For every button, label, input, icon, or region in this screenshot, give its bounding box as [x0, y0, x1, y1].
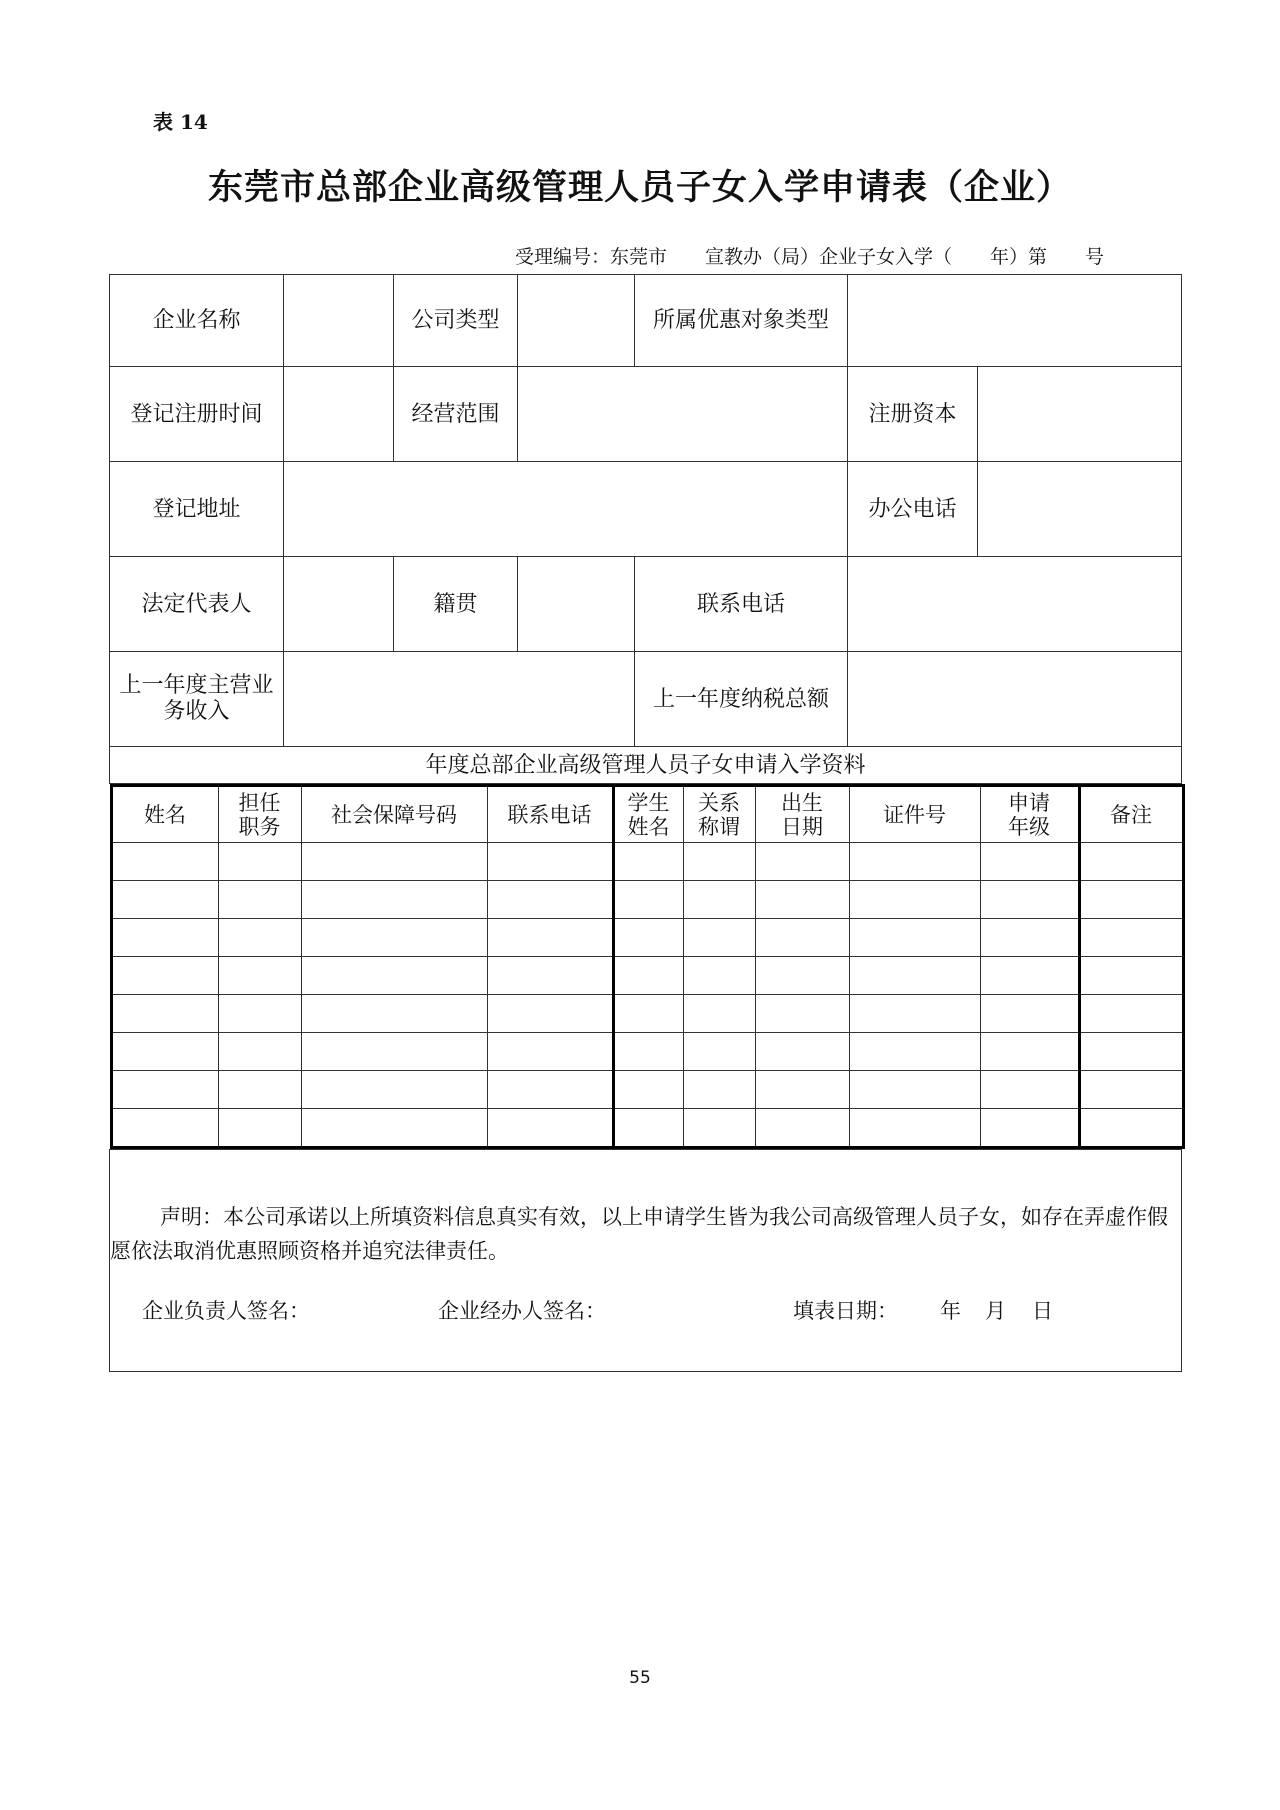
form-row-company: [110, 275, 1182, 367]
children-table-row-blank: [111, 995, 1183, 1033]
children-table-cell[interactable]: [613, 919, 683, 957]
children-table-cell[interactable]: [218, 1071, 301, 1109]
col-phone: 联系电话: [487, 786, 613, 843]
children-table-cell[interactable]: [301, 843, 487, 881]
children-table-cell[interactable]: [683, 995, 755, 1033]
input-prev-revenue[interactable]: [284, 652, 635, 747]
label-registered-capital: 注册资本: [848, 367, 978, 462]
col-relation-line2: 称谓: [698, 814, 740, 839]
date-year: 年: [940, 1299, 961, 1323]
handler-signature-label: 企业经办人签名：: [438, 1299, 606, 1323]
date-day: 日: [1032, 1299, 1053, 1323]
children-table-cell[interactable]: [980, 1033, 1079, 1071]
children-table-cell[interactable]: [487, 843, 613, 881]
children-table-cell[interactable]: [849, 1033, 980, 1071]
label-registration-time: 登记注册时间: [110, 367, 284, 462]
children-table-cell[interactable]: [111, 957, 218, 995]
input-company-name[interactable]: [284, 275, 394, 367]
col-relation-line1: 关系: [698, 790, 740, 815]
children-table-cell[interactable]: [849, 957, 980, 995]
children-table-cell[interactable]: [613, 881, 683, 919]
col-birth: [755, 786, 849, 843]
children-table-cell[interactable]: [980, 919, 1079, 957]
children-table-cell[interactable]: [849, 995, 980, 1033]
children-table-row-blank: [111, 1109, 1183, 1148]
children-table-cell[interactable]: [111, 995, 218, 1033]
form-row-address: [110, 462, 1182, 557]
fill-date-label: 填表日期：: [793, 1299, 898, 1323]
children-table-cell[interactable]: [683, 919, 755, 957]
children-table-cell[interactable]: [980, 843, 1079, 881]
label-registered-address: 登记地址: [110, 462, 284, 557]
children-table-cell[interactable]: [755, 1109, 849, 1148]
principal-signature-label: 企业负责人签名：: [142, 1299, 310, 1323]
children-table-cell[interactable]: [683, 1033, 755, 1071]
declaration-cell: [110, 1150, 1182, 1372]
children-table-cell[interactable]: [218, 1109, 301, 1148]
children-table-cell[interactable]: [301, 881, 487, 919]
input-office-phone[interactable]: [978, 462, 1182, 557]
children-table-cell[interactable]: [980, 995, 1079, 1033]
application-form: [109, 274, 1182, 1372]
label-native-place: 籍贯: [394, 557, 518, 652]
col-grade: [980, 786, 1079, 843]
children-table-row: [110, 784, 1182, 1150]
children-table-cell[interactable]: [613, 995, 683, 1033]
col-student-name: [613, 786, 683, 843]
children-table-cell[interactable]: [683, 843, 755, 881]
children-table-cell[interactable]: [487, 1033, 613, 1071]
children-table-cell[interactable]: [1079, 995, 1183, 1033]
input-contact-phone[interactable]: [848, 557, 1182, 652]
col-student-name-line1: 学生: [627, 790, 670, 815]
children-table-cell[interactable]: [849, 919, 980, 957]
children-table-cell[interactable]: [683, 1071, 755, 1109]
label-prev-revenue-line1: 上一年度主营业: [119, 673, 274, 698]
input-company-type[interactable]: [518, 275, 635, 367]
section-title-row: [110, 747, 1182, 784]
children-table-cell[interactable]: [218, 1033, 301, 1071]
children-table-header: [111, 786, 1183, 843]
col-relation: [683, 786, 755, 843]
children-table-cell[interactable]: [849, 881, 980, 919]
children-table-cell[interactable]: [613, 957, 683, 995]
children-table-cell[interactable]: [755, 843, 849, 881]
acceptance-number: 受理编号：东莞市 宣教办（局）企业子女入学（ 年）第 号: [515, 246, 1105, 268]
declaration-row: [110, 1150, 1182, 1372]
children-table-cell[interactable]: [755, 1071, 849, 1109]
children-table-cell[interactable]: [111, 881, 218, 919]
children-table-row-blank: [111, 881, 1183, 919]
children-table-cell[interactable]: [218, 995, 301, 1033]
children-table-cell[interactable]: [1079, 1033, 1183, 1071]
section-title: 年度总部企业高级管理人员子女申请入学资料: [110, 747, 1182, 784]
children-table-cell[interactable]: [111, 1109, 218, 1148]
children-table-cell[interactable]: [613, 1071, 683, 1109]
children-table-cell[interactable]: [755, 881, 849, 919]
col-birth-line2: 日期: [781, 814, 823, 839]
children-table-cell[interactable]: [1079, 957, 1183, 995]
children-table-cell[interactable]: [218, 919, 301, 957]
children-table-row-blank: [111, 1071, 1183, 1109]
children-table-cell[interactable]: [980, 1071, 1079, 1109]
col-position: [218, 786, 301, 843]
children-table: [110, 784, 1185, 1149]
signature-row: [110, 1298, 1181, 1338]
label-prev-revenue-line2: 务收入: [163, 699, 230, 724]
page-number: 55: [629, 1668, 651, 1688]
col-position-line1: 担任: [238, 790, 281, 815]
children-table-cell[interactable]: [980, 881, 1079, 919]
children-table-cell[interactable]: [301, 1033, 487, 1071]
input-business-scope[interactable]: [518, 367, 848, 462]
col-position-line2: 职务: [238, 814, 281, 839]
children-table-cell[interactable]: [218, 843, 301, 881]
children-table-cell[interactable]: [487, 881, 613, 919]
declaration-text: 声明：本公司承诺以上所填资料信息真实有效，以上申请学生皆为我公司高级管理人员子女，如存在弄虚作假愿依法取消优惠照顾资格并追究法律责任。: [110, 1205, 1168, 1263]
label-company-name: 企业名称: [110, 275, 284, 367]
children-table-cell[interactable]: [980, 957, 1079, 995]
col-grade-line2: 年级: [1008, 814, 1050, 839]
form-row-legal: [110, 557, 1182, 652]
label-preferential-type: 所属优惠对象类型: [635, 275, 848, 367]
children-table-row-blank: [111, 957, 1183, 995]
children-table-row-blank: [111, 1033, 1183, 1071]
children-table-row-blank: [111, 919, 1183, 957]
children-table-cell[interactable]: [301, 957, 487, 995]
col-grade-line1: 申请: [1008, 790, 1050, 815]
children-table-cell[interactable]: [613, 1033, 683, 1071]
input-registration-time[interactable]: [284, 367, 394, 462]
col-birth-line1: 出生: [781, 790, 823, 815]
input-preferential-type[interactable]: [848, 275, 1182, 367]
input-prev-tax[interactable]: [848, 652, 1182, 747]
children-table-cell[interactable]: [1079, 1109, 1183, 1148]
children-table-cell[interactable]: [683, 881, 755, 919]
input-registered-capital[interactable]: [978, 367, 1182, 462]
children-table-body: [111, 843, 1183, 1148]
children-table-cell[interactable]: [487, 1071, 613, 1109]
table-number: 表 14: [153, 110, 208, 134]
children-table-cell[interactable]: [111, 843, 218, 881]
children-table-cell[interactable]: [849, 1071, 980, 1109]
children-table-cell[interactable]: [1079, 919, 1183, 957]
children-table-cell[interactable]: [301, 1109, 487, 1148]
col-id-no: 证件号: [849, 786, 980, 843]
form-row-finance: [110, 652, 1182, 747]
date-month: 月: [985, 1299, 1006, 1323]
children-table-cell[interactable]: [980, 1109, 1079, 1148]
children-table-cell[interactable]: [111, 1033, 218, 1071]
children-table-cell[interactable]: [755, 919, 849, 957]
col-student-name-line2: 姓名: [627, 814, 670, 839]
form-row-registration: [110, 367, 1182, 462]
children-table-cell[interactable]: [487, 957, 613, 995]
children-table-wrapper: [110, 784, 1182, 1150]
label-prev-tax: 上一年度纳税总额: [635, 652, 848, 747]
children-table-cell[interactable]: [301, 919, 487, 957]
children-table-cell[interactable]: [301, 1071, 487, 1109]
label-office-phone: 办公电话: [848, 462, 978, 557]
children-table-cell[interactable]: [849, 1109, 980, 1148]
col-name: 姓名: [111, 786, 218, 843]
children-table-cell[interactable]: [1079, 843, 1183, 881]
label-company-type: 公司类型: [394, 275, 518, 367]
children-table-cell[interactable]: [613, 843, 683, 881]
children-table-cell[interactable]: [111, 1071, 218, 1109]
children-table-cell[interactable]: [218, 881, 301, 919]
children-table-cell[interactable]: [111, 919, 218, 957]
children-table-cell[interactable]: [683, 957, 755, 995]
col-remarks: 备注: [1079, 786, 1183, 843]
input-native-place[interactable]: [518, 557, 635, 652]
input-registered-address[interactable]: [284, 462, 848, 557]
children-table-cell[interactable]: [218, 957, 301, 995]
children-table-cell[interactable]: [1079, 881, 1183, 919]
children-table-cell[interactable]: [487, 995, 613, 1033]
children-table-cell[interactable]: [613, 1109, 683, 1148]
children-table-cell[interactable]: [487, 919, 613, 957]
children-table-cell[interactable]: [755, 957, 849, 995]
children-table-cell[interactable]: [301, 995, 487, 1033]
children-table-cell[interactable]: [487, 1109, 613, 1148]
children-table-cell[interactable]: [755, 1033, 849, 1071]
children-table-cell[interactable]: [683, 1109, 755, 1148]
children-table-cell[interactable]: [849, 843, 980, 881]
children-table-row-blank: [111, 843, 1183, 881]
children-table-cell[interactable]: [1079, 1071, 1183, 1109]
label-prev-revenue: [110, 652, 284, 747]
col-social-security: 社会保障号码: [301, 786, 487, 843]
label-contact-phone: 联系电话: [635, 557, 848, 652]
label-business-scope: 经营范围: [394, 367, 518, 462]
form-title: 东莞市总部企业高级管理人员子女入学申请表（企业）: [207, 168, 1072, 208]
children-table-cell[interactable]: [755, 995, 849, 1033]
input-legal-rep[interactable]: [284, 557, 394, 652]
label-legal-rep: 法定代表人: [110, 557, 284, 652]
